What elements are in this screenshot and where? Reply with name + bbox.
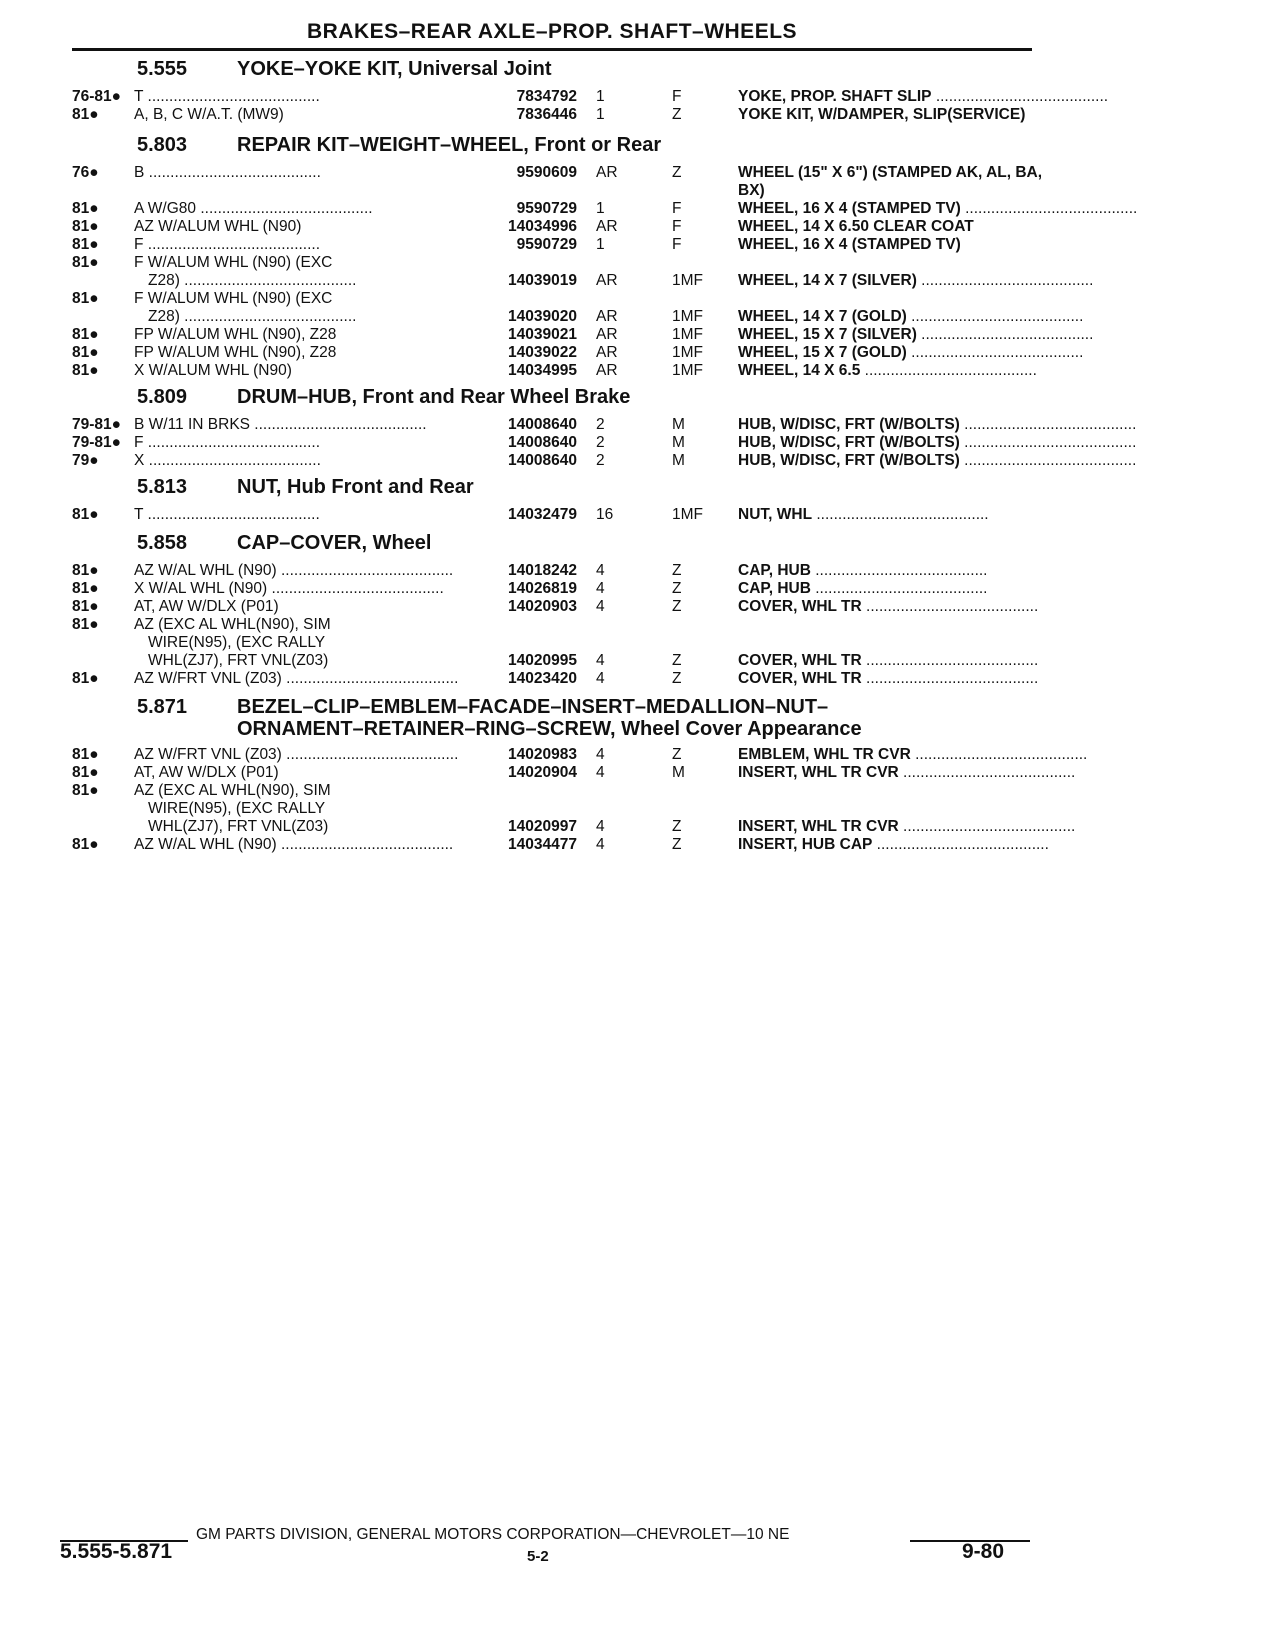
code: 1MF (672, 344, 703, 361)
part-row (72, 434, 1032, 452)
years: 81● (72, 670, 99, 687)
part-number: 14020904 (508, 764, 577, 781)
part-number: 14032479 (508, 506, 577, 523)
part-row-applicability (72, 616, 1032, 634)
years: 79-81● (72, 416, 122, 433)
part-number: 14020983 (508, 746, 577, 763)
part-row (72, 218, 1032, 236)
years: 81● (72, 106, 99, 123)
part-number: 9590609 (516, 164, 577, 181)
description: INSERT, WHL TR CVR ..... (738, 818, 1075, 836)
part-number: 14039022 (508, 344, 577, 361)
code: Z (672, 106, 682, 123)
quantity: 1 (596, 88, 605, 105)
code: M (672, 416, 685, 433)
applicability: AZ W/AL WHL (N90) ..... (134, 836, 453, 854)
part-number: 9590729 (516, 236, 577, 253)
part-row (72, 308, 1032, 326)
applicability: AZ W/FRT VNL (Z03) ..... (134, 670, 458, 688)
part-row-applicability (72, 290, 1032, 308)
applicability: X W/ALUM WHL (N90) (134, 362, 292, 379)
code: 1MF (672, 326, 703, 343)
code: M (672, 764, 685, 781)
years: 81● (72, 290, 99, 307)
section-subtitle: ORNAMENT–RETAINER–RING–SCREW, Wheel Cover Appearance (237, 718, 862, 740)
years: 81● (72, 326, 99, 343)
description: WHEEL, 15 X 7 (SILVER) ..... (738, 326, 1093, 344)
years: 81● (72, 362, 99, 379)
applicability: A W/G80 ..... (134, 200, 373, 218)
years: 81● (72, 782, 99, 799)
applicability: AZ W/ALUM WHL (N90) (134, 218, 302, 235)
applicability: FP W/ALUM WHL (N90), Z28 (134, 344, 337, 361)
part-number: 14034996 (508, 218, 577, 235)
years: 79-81● (72, 434, 122, 451)
description: HUB, W/DISC, FRT (W/BOLTS) ..... (738, 416, 1136, 434)
applicability: X W/AL WHL (N90) ..... (134, 580, 444, 598)
part-row (72, 326, 1032, 344)
quantity: 1 (596, 236, 605, 253)
part-row (72, 200, 1032, 218)
part-number: 14034477 (508, 836, 577, 853)
description: WHEEL, 14 X 6.50 CLEAR COAT (738, 218, 974, 235)
applicability: AZ W/FRT VNL (Z03) ..... (134, 746, 458, 764)
years: 81● (72, 562, 99, 579)
part-row (72, 746, 1032, 764)
years: 81● (72, 616, 99, 633)
section-number: 5.809 (137, 386, 188, 408)
section-heading (137, 386, 630, 409)
code: Z (672, 652, 682, 669)
code: 1MF (672, 308, 703, 325)
quantity: AR (596, 272, 618, 289)
years: 81● (72, 598, 99, 615)
years: 81● (72, 344, 99, 361)
part-number: 14020997 (508, 818, 577, 835)
section-heading (137, 696, 862, 740)
part-row (72, 836, 1032, 854)
part-number: 7836446 (516, 106, 577, 123)
applicability: F W/ALUM WHL (N90) (EXC (134, 290, 333, 307)
applicability: T ..... (134, 88, 320, 106)
applicability: F ..... (134, 434, 320, 452)
quantity: AR (596, 218, 618, 235)
quantity: 4 (596, 562, 605, 579)
years: 81● (72, 836, 99, 853)
part-row (72, 164, 1043, 182)
part-number: 14008640 (508, 452, 577, 469)
applicability: FP W/ALUM WHL (N90), Z28 (134, 326, 337, 343)
quantity: 1 (596, 200, 605, 217)
years: 81● (72, 506, 99, 523)
section-heading (137, 134, 661, 157)
description: WHEEL (15" X 6") (STAMPED AK, AL, BA, (738, 164, 1043, 181)
quantity: 4 (596, 764, 605, 781)
quantity: AR (596, 326, 618, 343)
part-row (72, 88, 1032, 106)
section-title: YOKE–YOKE KIT, Universal Joint (237, 58, 552, 80)
applicability-continuation: Z28) ..... (148, 272, 356, 290)
quantity: AR (596, 164, 618, 181)
applicability: AZ W/AL WHL (N90) ..... (134, 562, 453, 580)
part-number: 14039020 (508, 308, 577, 325)
header-rule (72, 48, 1032, 51)
code: 1MF (672, 272, 703, 289)
quantity: AR (596, 308, 618, 325)
part-row (72, 598, 1032, 616)
description: NUT, WHL ..... (738, 506, 989, 524)
quantity: AR (596, 344, 618, 361)
part-row (72, 506, 1032, 524)
part-row (72, 416, 1032, 434)
description: WHEEL, 14 X 7 (GOLD) ..... (738, 308, 1083, 326)
quantity: 4 (596, 818, 605, 835)
applicability-continuation: WIRE(N95), (EXC RALLY (148, 800, 326, 817)
section-number: 5.803 (137, 134, 188, 156)
description-continuation: BX) (738, 182, 765, 199)
code: M (672, 434, 685, 451)
section-number: 5.555 (137, 58, 188, 80)
description: WHEEL, 14 X 6.5 ..... (738, 362, 1037, 380)
section-title: NUT, Hub Front and Rear (237, 476, 474, 498)
description: COVER, WHL TR ..... (738, 652, 1038, 670)
part-number: 14020995 (508, 652, 577, 669)
quantity: 4 (596, 836, 605, 853)
code: 1MF (672, 506, 703, 523)
applicability: AZ (EXC AL WHL(N90), SIM (134, 782, 331, 799)
quantity: AR (596, 362, 618, 379)
description: WHEEL, 14 X 7 (SILVER) ..... (738, 272, 1093, 290)
applicability: X ..... (134, 452, 321, 470)
applicability: A, B, C W/A.T. (MW9) (134, 106, 284, 123)
section-title: BEZEL–CLIP–EMBLEM–FACADE–INSERT–MEDALLION–NUT– (237, 696, 829, 718)
part-row (72, 652, 1032, 670)
description: COVER, WHL TR ..... (738, 598, 1038, 616)
applicability: B ..... (134, 164, 321, 182)
part-number: 14039021 (508, 326, 577, 343)
description: INSERT, WHL TR CVR ..... (738, 764, 1075, 782)
part-row (72, 764, 1032, 782)
years: 81● (72, 746, 99, 763)
part-number: 9590729 (516, 200, 577, 217)
applicability-continuation: WHL(ZJ7), FRT VNL(Z03) (148, 652, 329, 669)
description: WHEEL, 15 X 7 (GOLD) ..... (738, 344, 1083, 362)
description: WHEEL, 16 X 4 (STAMPED TV) ..... (738, 200, 1137, 218)
description: HUB, W/DISC, FRT (W/BOLTS) ..... (738, 434, 1136, 452)
part-row (72, 452, 1032, 470)
part-number: 7834792 (516, 88, 577, 105)
years: 81● (72, 580, 99, 597)
section-number: 5.813 (137, 476, 188, 498)
code: M (672, 452, 685, 469)
part-row-applicability (72, 782, 1032, 800)
quantity: 2 (596, 452, 605, 469)
section-heading (137, 532, 431, 555)
quantity: 4 (596, 598, 605, 615)
applicability-continuation: WIRE(N95), (EXC RALLY (148, 634, 326, 651)
footer-page-number: 5-2 (527, 1548, 549, 1565)
part-row-applicability (72, 254, 1032, 272)
part-number: 14008640 (508, 434, 577, 451)
code: Z (672, 836, 682, 853)
part-row (72, 580, 1032, 598)
code: Z (672, 164, 682, 181)
description: YOKE KIT, W/DAMPER, SLIP(SERVICE) (738, 106, 1026, 123)
part-row (72, 236, 1032, 254)
code: F (672, 218, 682, 235)
applicability: F W/ALUM WHL (N90) (EXC (134, 254, 333, 271)
code: F (672, 88, 682, 105)
section-number: 5.858 (137, 532, 188, 554)
section-heading (137, 58, 552, 81)
description: HUB, W/DISC, FRT (W/BOLTS) ..... (738, 452, 1136, 470)
code: Z (672, 818, 682, 835)
description: INSERT, HUB CAP ..... (738, 836, 1049, 854)
section-number: 5.871 (137, 696, 188, 718)
part-row (72, 362, 1032, 380)
applicability: AZ (EXC AL WHL(N90), SIM (134, 616, 331, 633)
quantity: 2 (596, 434, 605, 451)
applicability: AT, AW W/DLX (P01) (134, 598, 279, 615)
quantity: 1 (596, 106, 605, 123)
applicability: AT, AW W/DLX (P01) (134, 764, 279, 781)
part-row (72, 344, 1032, 362)
part-number: 14039019 (508, 272, 577, 289)
part-number: 14008640 (508, 416, 577, 433)
description: YOKE, PROP. SHAFT SLIP ..... (738, 88, 1108, 106)
code: Z (672, 598, 682, 615)
part-row (72, 670, 1032, 688)
page-header: BRAKES–REAR AXLE–PROP. SHAFT–WHEELS (306, 20, 798, 43)
footer-date: 9-80 (962, 1540, 1005, 1563)
years: 81● (72, 764, 99, 781)
quantity: 4 (596, 652, 605, 669)
footer-corporation: GM PARTS DIVISION, GENERAL MOTORS CORPORATION—CHEVROLET—10 NE (196, 1526, 790, 1543)
part-number: 14020903 (508, 598, 577, 615)
quantity: 4 (596, 746, 605, 763)
part-number: 14034995 (508, 362, 577, 379)
part-row (72, 272, 1032, 290)
code: F (672, 236, 682, 253)
code: Z (672, 670, 682, 687)
applicability: B W/11 IN BRKS ..... (134, 416, 427, 434)
section-title: CAP–COVER, Wheel (237, 532, 432, 554)
description: CAP, HUB ..... (738, 562, 987, 580)
applicability: T ..... (134, 506, 320, 524)
code: Z (672, 746, 682, 763)
part-row (72, 818, 1032, 836)
applicability-continuation: Z28) ..... (148, 308, 356, 326)
years: 81● (72, 218, 99, 235)
part-row (72, 106, 1032, 124)
part-number: 14018242 (508, 562, 577, 579)
description: WHEEL, 16 X 4 (STAMPED TV) (738, 236, 961, 253)
applicability-continuation: WHL(ZJ7), FRT VNL(Z03) (148, 818, 329, 835)
section-title: DRUM–HUB, Front and Rear Wheel Brake (237, 386, 631, 408)
quantity: 4 (596, 580, 605, 597)
quantity: 16 (596, 506, 614, 523)
description: COVER, WHL TR ..... (738, 670, 1038, 688)
years: 81● (72, 236, 99, 253)
part-number: 14023420 (508, 670, 577, 687)
footer-section-range: 5.555-5.871 (60, 1540, 173, 1563)
years: 76-81● (72, 88, 122, 105)
code: 1MF (672, 362, 703, 379)
code: F (672, 200, 682, 217)
applicability: F ..... (134, 236, 320, 254)
years: 76● (72, 164, 99, 181)
part-row (72, 562, 1032, 580)
code: Z (672, 562, 682, 579)
years: 81● (72, 254, 99, 271)
section-title: REPAIR KIT–WEIGHT–WHEEL, Front or Rear (237, 134, 662, 156)
years: 81● (72, 200, 99, 217)
section-heading (137, 476, 474, 499)
years: 79● (72, 452, 99, 469)
description: CAP, HUB ..... (738, 580, 987, 598)
description: EMBLEM, WHL TR CVR ..... (738, 746, 1087, 764)
quantity: 4 (596, 670, 605, 687)
part-number: 14026819 (508, 580, 577, 597)
quantity: 2 (596, 416, 605, 433)
code: Z (672, 580, 682, 597)
